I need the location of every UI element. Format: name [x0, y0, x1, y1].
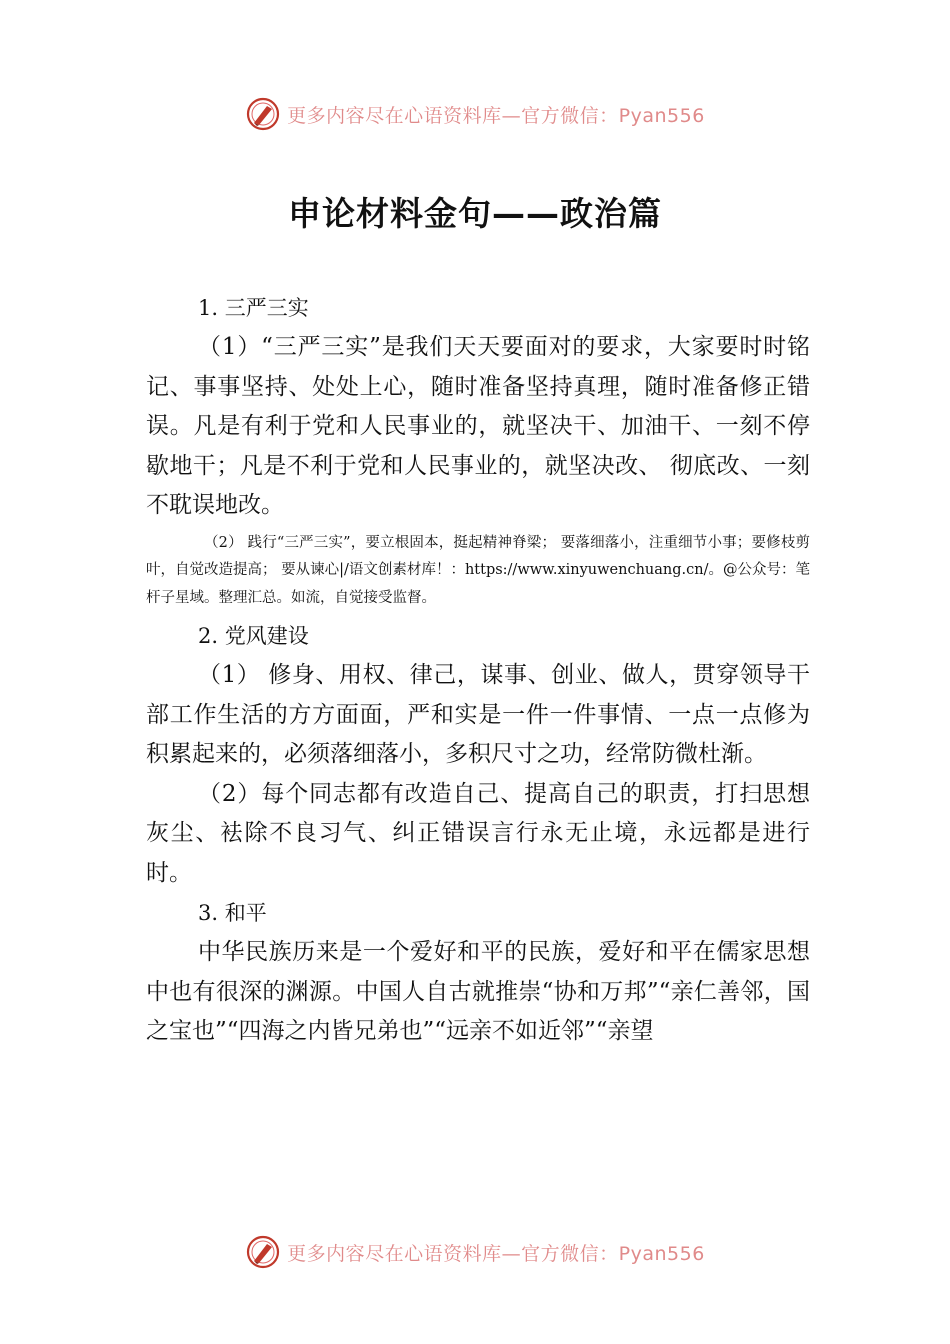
paragraph: （1）“三严三实”是我们天天要面对的要求，大家要时时铭记、事事坚持、处处上心，随时准备坚持真理，随时准备修正错误。凡是有利于党和人民事业的，就坚决干、加油干、一刻不停歇地干；凡是不利于党和人民事业的，就坚决改、 彻底改、一刻不耽误地改。	[146, 334, 810, 518]
paragraph: （2）每个同志都有改造自己、提高自己的职责，打扫思想灰尘、袪除不良习气、纠正错误言行永无止境，永远都是进行时。	[146, 780, 810, 886]
watermark-wechat-id: Pyan556	[618, 104, 705, 127]
watermark-wechat-id: Pyan556	[618, 1242, 705, 1265]
watermark-text: 更多内容尽在心语资料库—官方微信：Pyan556	[287, 1242, 705, 1265]
watermark-header	[0, 94, 950, 134]
watermark-footer	[0, 1232, 950, 1272]
watermark-text: 更多内容尽在心语资料库—官方微信：Pyan556	[287, 104, 705, 127]
pen-logo-icon	[245, 96, 281, 132]
document-title: 申论材料金句——政治篇	[288, 194, 662, 233]
pen-logo-icon	[245, 1234, 281, 1270]
paragraph: 中华民族历来是一个爱好和平的民族，爱好和平在儒家思想中也有很深的渊源。中国人自古就推崇“协和万邦”“亲仁善邻，国之宝也”“四海之内皆兄弟也”“远亲不如近邻”“亲望	[146, 939, 810, 1044]
document-body	[146, 288, 810, 1052]
paragraph-small: （2） 践行“三严三实”，要立根固本，挺起精神脊梁； 要落细落小，注重细节小事；要修枝剪叶，自觉改造提高； 要从谏心|/语文创素材库！：https://www.xinyuwenchuang.cn/。@公众号：笔杆子星域。整理汇总。如流，自觉接受监督。	[146, 534, 810, 606]
section-heading: 3. 和平	[198, 901, 267, 925]
section-heading: 1. 三严三实	[198, 296, 309, 320]
section-heading: 2. 党风建设	[198, 624, 309, 648]
paragraph: （1） 修身、用权、律己，谋事、创业、做人，贯穿领导干部工作生活的方方面面，严和实是一件一件事情、一点一点修为积累起来的，必须落细落小，多积尺寸之功，经常防微杜渐。	[146, 662, 810, 767]
